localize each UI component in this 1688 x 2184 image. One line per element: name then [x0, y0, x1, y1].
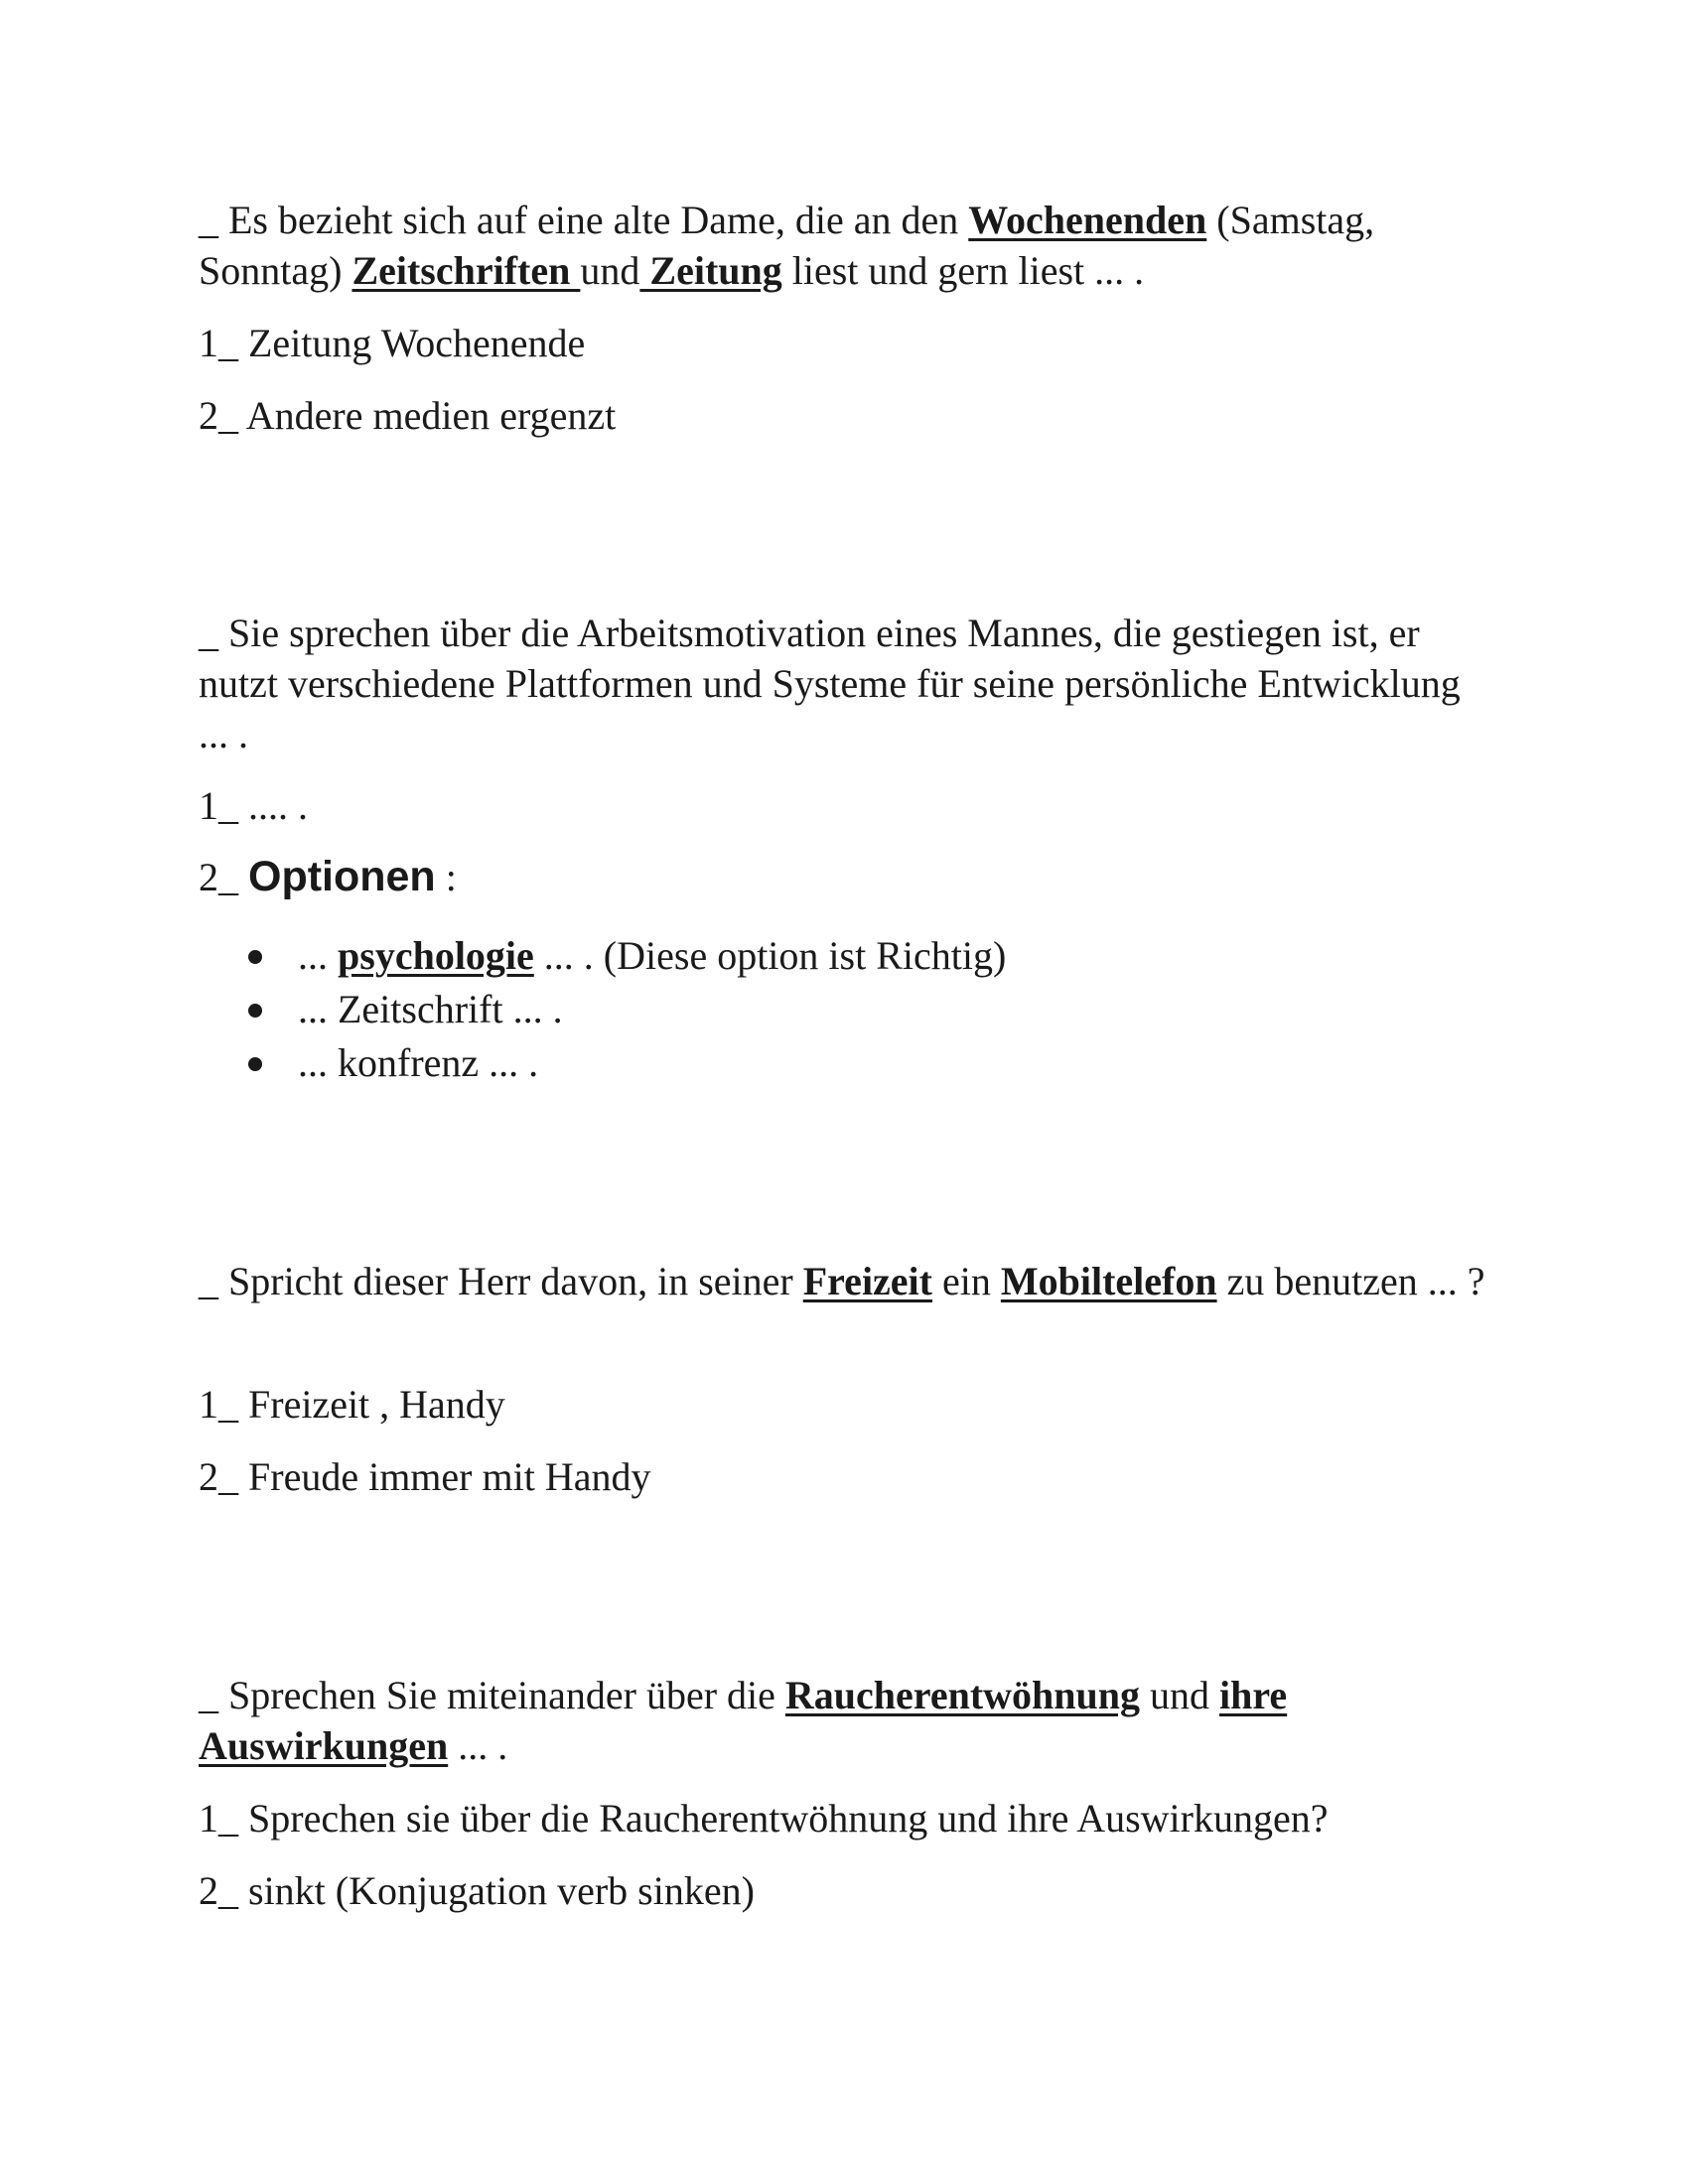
question-text: [199, 1670, 1489, 1771]
text-run: liest und gern liest ... .: [781, 248, 1145, 293]
keyword: Zeitung: [639, 248, 782, 293]
text-run: _ Spricht dieser Herr davon, in seiner: [199, 1259, 803, 1303]
text-run: ein: [932, 1259, 1001, 1303]
answer-item: 2_ sinkt (Konjugation verb sinken): [199, 1868, 755, 1913]
option-item: [248, 929, 1006, 983]
text-run: ... .: [448, 1723, 508, 1768]
text-run: und: [1140, 1673, 1220, 1717]
option-item: [248, 1036, 1006, 1090]
question-section-1: [199, 195, 1489, 438]
bullet-icon: [248, 950, 262, 964]
answer-item: 1_ .... .: [199, 783, 308, 828]
keyword: Wochenenden: [968, 198, 1207, 242]
keyword: Zeitschriften: [352, 248, 581, 293]
question-section-3: [199, 1256, 1489, 1499]
answer-item: 1_ Freizeit , Handy: [199, 1382, 505, 1427]
question-text: _ Sie sprechen über die Arbeitsmotivation eines Mannes, die gestiegen ist, er nutzt verschiedene Plattformen und Systeme für seine persönliche Entwicklung ... .: [199, 611, 1461, 756]
keyword: psychologie: [338, 933, 534, 978]
keyword: Mobiltelefon: [1000, 1259, 1217, 1303]
options-heading-line: [199, 852, 457, 902]
question-section-2: [199, 608, 1489, 1085]
bullet-icon: [248, 1004, 262, 1018]
answer-item: 1_ Zeitung Wochenende: [199, 321, 586, 365]
text-run: ... Zeitschrift ... .: [298, 987, 563, 1031]
text-run: _ Sprechen Sie miteinander über die: [199, 1673, 785, 1717]
question-text: [199, 195, 1489, 296]
answer-item: 1_ Sprechen sie über die Raucherentwöhnung und ihre Auswirkungen?: [199, 1796, 1329, 1841]
options-list: [248, 929, 1006, 1090]
text-run: und: [580, 248, 640, 293]
text-run: ... konfrenz ... .: [298, 1040, 539, 1085]
bullet-icon: [248, 1057, 262, 1071]
text-run: zu benutzen ... ?: [1216, 1259, 1485, 1303]
item-number: 2_: [199, 855, 248, 899]
options-heading: Optionen: [248, 853, 436, 900]
text-run: :: [435, 855, 457, 899]
text-run: ... . (Diese option ist Richtig): [533, 933, 1007, 978]
text-run: ...: [298, 933, 338, 978]
question-text: [199, 1256, 1489, 1306]
keyword: ihre Auswirkungen: [199, 1673, 1288, 1768]
answer-item: 2_ Andere medien ergenzt: [199, 393, 617, 438]
question-section-4: [199, 1670, 1489, 1913]
text-run: _ Es bezieht sich auf eine alte Dame, die an den: [199, 198, 969, 242]
keyword: Raucherentwöhnung: [784, 1673, 1141, 1717]
answer-item: 2_ Freude immer mit Handy: [199, 1454, 651, 1499]
keyword: Freizeit: [802, 1259, 932, 1303]
text-run: (Samstag, Sonntag): [199, 198, 1375, 293]
option-item: [248, 983, 1006, 1036]
